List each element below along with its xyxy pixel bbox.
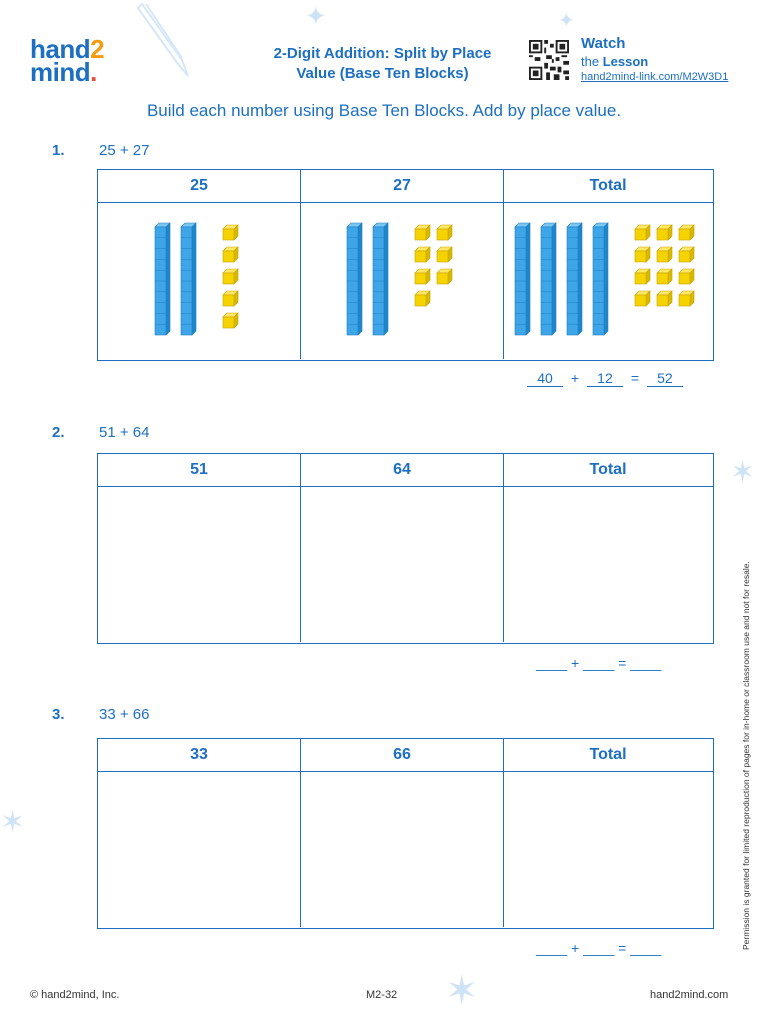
problem-2-table <box>97 453 714 644</box>
header-total: Total <box>589 461 627 478</box>
ones-cube <box>223 225 238 240</box>
ones-cube <box>437 225 452 240</box>
lesson-link[interactable]: hand2mind-link.com/M2W3D1 <box>581 71 729 83</box>
site-link[interactable]: hand2mind.com <box>650 989 729 1001</box>
header-total: Total <box>589 177 627 194</box>
answer-sum: 52 <box>647 370 683 387</box>
answer-ones: 12 <box>587 370 623 387</box>
ones-cube <box>415 291 430 306</box>
ones-cube <box>415 269 430 284</box>
problem-3-number: 3. <box>52 706 65 723</box>
blocks-cell-1 <box>98 203 301 359</box>
ones-cube <box>657 291 672 306</box>
tens-rod <box>181 223 196 335</box>
problem-2-expression: 51 + 64 <box>99 424 150 441</box>
blocks-cell-total <box>504 203 712 359</box>
tens-rod <box>593 223 608 335</box>
ones-cube <box>635 269 650 284</box>
tens-rod <box>155 223 170 335</box>
work-cell-1[interactable] <box>98 487 301 642</box>
lesson-label: Lesson <box>602 54 649 69</box>
problem-1-equation <box>527 370 683 387</box>
header-addend-2: 27 <box>301 170 504 202</box>
tens-rod <box>373 223 388 335</box>
star-icon: ✶ <box>730 455 756 490</box>
tens-rod <box>347 223 362 335</box>
problem-1-table <box>97 169 714 361</box>
qr-code-icon <box>528 40 570 80</box>
problem-3-equation[interactable]: ____ + ____ = ____ <box>536 940 662 956</box>
star-icon: ✦ <box>558 8 575 32</box>
title-line-1: 2-Digit Addition: Split by Place <box>273 45 492 62</box>
tens-rod <box>541 223 556 335</box>
ones-cube <box>679 269 694 284</box>
ones-cube <box>657 225 672 240</box>
problem-2-number: 2. <box>52 424 65 441</box>
work-cell-total[interactable] <box>504 772 712 927</box>
ones-cube <box>415 247 430 262</box>
pencil-icon <box>132 2 194 82</box>
problem-3-expression: 33 + 66 <box>99 706 150 723</box>
ones-cube <box>635 291 650 306</box>
problem-1-number: 1. <box>52 142 65 159</box>
copyright: © hand2mind, Inc. <box>30 989 120 1001</box>
the-label: the <box>581 54 603 69</box>
watch-lesson[interactable] <box>581 35 728 83</box>
header-addend-1: 25 <box>98 170 301 202</box>
tens-rod <box>567 223 582 335</box>
ones-cube <box>679 225 694 240</box>
equals-sign: = <box>630 370 640 386</box>
page-title <box>240 44 525 84</box>
star-icon: ✦ <box>305 2 327 32</box>
problem-2-equation[interactable]: ____ + ____ = ____ <box>536 655 662 671</box>
work-cell-total[interactable] <box>504 487 712 642</box>
star-icon: ✶ <box>445 968 479 1014</box>
ones-cube <box>657 269 672 284</box>
header-addend-2: 64 <box>301 454 504 486</box>
work-cell-1[interactable] <box>98 772 301 927</box>
title-line-2: Value (Base Ten Blocks) <box>296 65 469 82</box>
star-icon: ✶ <box>0 805 26 840</box>
tens-rod <box>515 223 530 335</box>
hand2mind-logo: hand2 mind. <box>30 34 105 87</box>
blocks-cell-2 <box>301 203 504 359</box>
ones-cube <box>635 225 650 240</box>
ones-cube <box>415 225 430 240</box>
header-total: Total <box>589 746 627 763</box>
ones-cube <box>635 247 650 262</box>
header-addend-1: 33 <box>98 739 301 771</box>
instructions: Build each number using Base Ten Blocks. Add by place value. <box>146 101 622 120</box>
ones-cube <box>223 313 238 328</box>
answer-tens: 40 <box>527 370 563 387</box>
ones-cube <box>223 247 238 262</box>
work-cell-2[interactable] <box>301 772 504 927</box>
problem-3-table <box>97 738 714 929</box>
ones-cube <box>223 291 238 306</box>
work-cell-2[interactable] <box>301 487 504 642</box>
ones-cube <box>437 247 452 262</box>
ones-cube <box>679 291 694 306</box>
ones-cube <box>657 247 672 262</box>
permission-text: Permission is granted for limited reproduction of pages for in-home or classroom use and not for resale. <box>741 561 751 950</box>
permission-notice <box>741 490 757 950</box>
header-addend-1: 51 <box>98 454 301 486</box>
header-addend-2: 66 <box>301 739 504 771</box>
watch-label: Watch <box>581 35 626 52</box>
ones-cube <box>223 269 238 284</box>
problem-1-expression: 25 + 27 <box>99 142 150 159</box>
ones-cube <box>679 247 694 262</box>
ones-cube <box>437 269 452 284</box>
page-code: M2-32 <box>366 989 398 1001</box>
plus-sign: + <box>570 370 580 386</box>
